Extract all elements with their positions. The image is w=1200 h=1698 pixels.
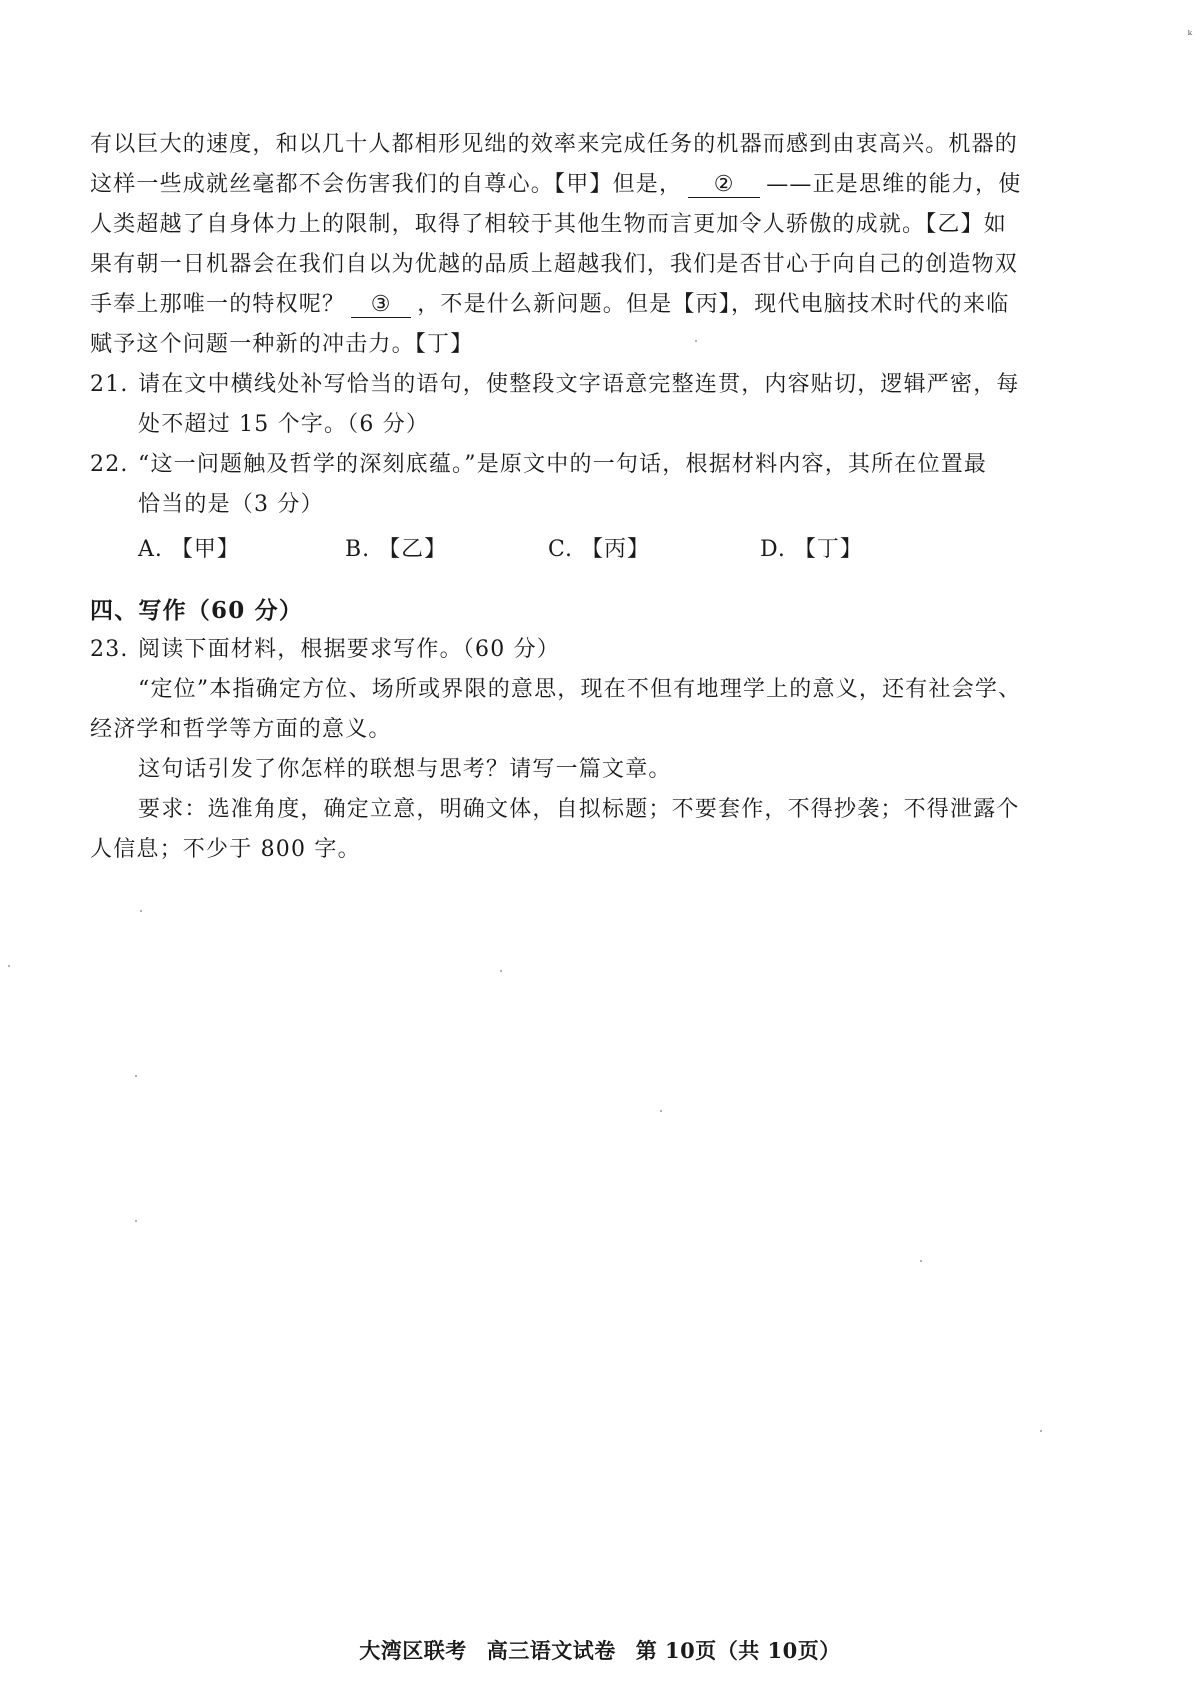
scan-speck	[140, 910, 142, 912]
passage-line-2-text: 这样一些成就丝毫都不会伤害我们的自尊心。【甲】但是，	[90, 172, 683, 197]
question-23-number: 23.	[90, 637, 129, 662]
passage-line-2-tail: ——正是思维的能力，使	[766, 172, 1022, 197]
question-21	[90, 370, 1070, 400]
blank-2[interactable]: ②	[688, 173, 760, 198]
option-a[interactable]: A. 【甲】	[138, 537, 240, 562]
footer-page: 第 10页（共 10页）	[635, 1638, 841, 1663]
question-21-line-2: 处不超过 15 个字。（6 分）	[138, 412, 430, 437]
requirements-line-1: 要求：选准角度，确定立意，明确文体，自拟标题；不要套作，不得抄袭；不得泄露个	[138, 797, 1020, 822]
question-23-text: 阅读下面材料，根据要求写作。（60 分）	[138, 637, 560, 662]
option-d[interactable]: D. 【丁】	[760, 537, 863, 562]
passage-line-2	[90, 170, 1070, 200]
question-23	[90, 635, 1070, 665]
option-c[interactable]: C. 【丙】	[548, 537, 651, 562]
passage-line-1: 有以巨大的速度，和以几十人都相形见绌的效率来完成任务的机器而感到由衷高兴。机器的	[90, 132, 1019, 157]
scan-speck	[695, 340, 697, 342]
requirements-line-2: 人信息；不少于 800 字。	[90, 837, 361, 862]
page-footer	[0, 1635, 1200, 1665]
material-line-1: “定位”本指确定方位、场所或界限的意思，现在不但有地理学上的意义，还有社会学、	[138, 677, 1022, 702]
footer-exam: 大湾区联考	[359, 1638, 467, 1663]
scan-speck	[500, 970, 502, 972]
question-21-line-1: 请在文中横线处补写恰当的语句，使整段文字语意完整连贯，内容贴切，逻辑严密，每	[138, 372, 1020, 397]
blank-3[interactable]: ③	[351, 293, 411, 318]
scan-speck	[920, 1260, 922, 1262]
option-b[interactable]: B. 【乙】	[345, 537, 448, 562]
passage-line-6: 赋予这个问题一种新的冲击力。【丁】	[90, 332, 474, 357]
scan-speck	[135, 1220, 137, 1222]
scan-speck	[1040, 1430, 1042, 1432]
section-4-heading: 四、写作（60 分）	[90, 597, 304, 624]
material-line-2: 经济学和哲学等方面的意义。	[90, 717, 392, 742]
writing-prompt: 这句话引发了你怎样的联想与思考？请写一篇文章。	[138, 757, 672, 782]
footer-subject: 高三语文试卷	[486, 1638, 616, 1663]
scan-mark: ᵏ	[1187, 28, 1192, 42]
question-21-number: 21.	[90, 372, 129, 397]
scan-speck	[8, 965, 10, 967]
question-22	[90, 450, 1070, 480]
scan-speck	[660, 1110, 662, 1112]
passage-line-3: 人类超越了自身体力上的限制，取得了相较于其他生物而言更加令人骄傲的成就。【乙】如	[90, 212, 1008, 237]
passage-line-5	[90, 290, 1070, 320]
passage-line-5-tail: ，不是什么新问题。但是【丙】，现代电脑技术时代的来临	[417, 292, 1010, 317]
question-22-line-1: “这一问题触及哲学的深刻底蕴。”是原文中的一句话，根据材料内容，其所在位置最	[138, 452, 988, 477]
question-22-line-2: 恰当的是（3 分）	[138, 492, 324, 517]
scan-speck	[135, 1075, 137, 1077]
passage-line-5-text: 手奉上那唯一的特权呢？	[90, 292, 346, 317]
question-22-number: 22.	[90, 452, 129, 477]
passage-line-4: 果有朝一日机器会在我们自以为优越的品质上超越我们，我们是否甘心于向自己的创造物双	[90, 252, 1019, 277]
